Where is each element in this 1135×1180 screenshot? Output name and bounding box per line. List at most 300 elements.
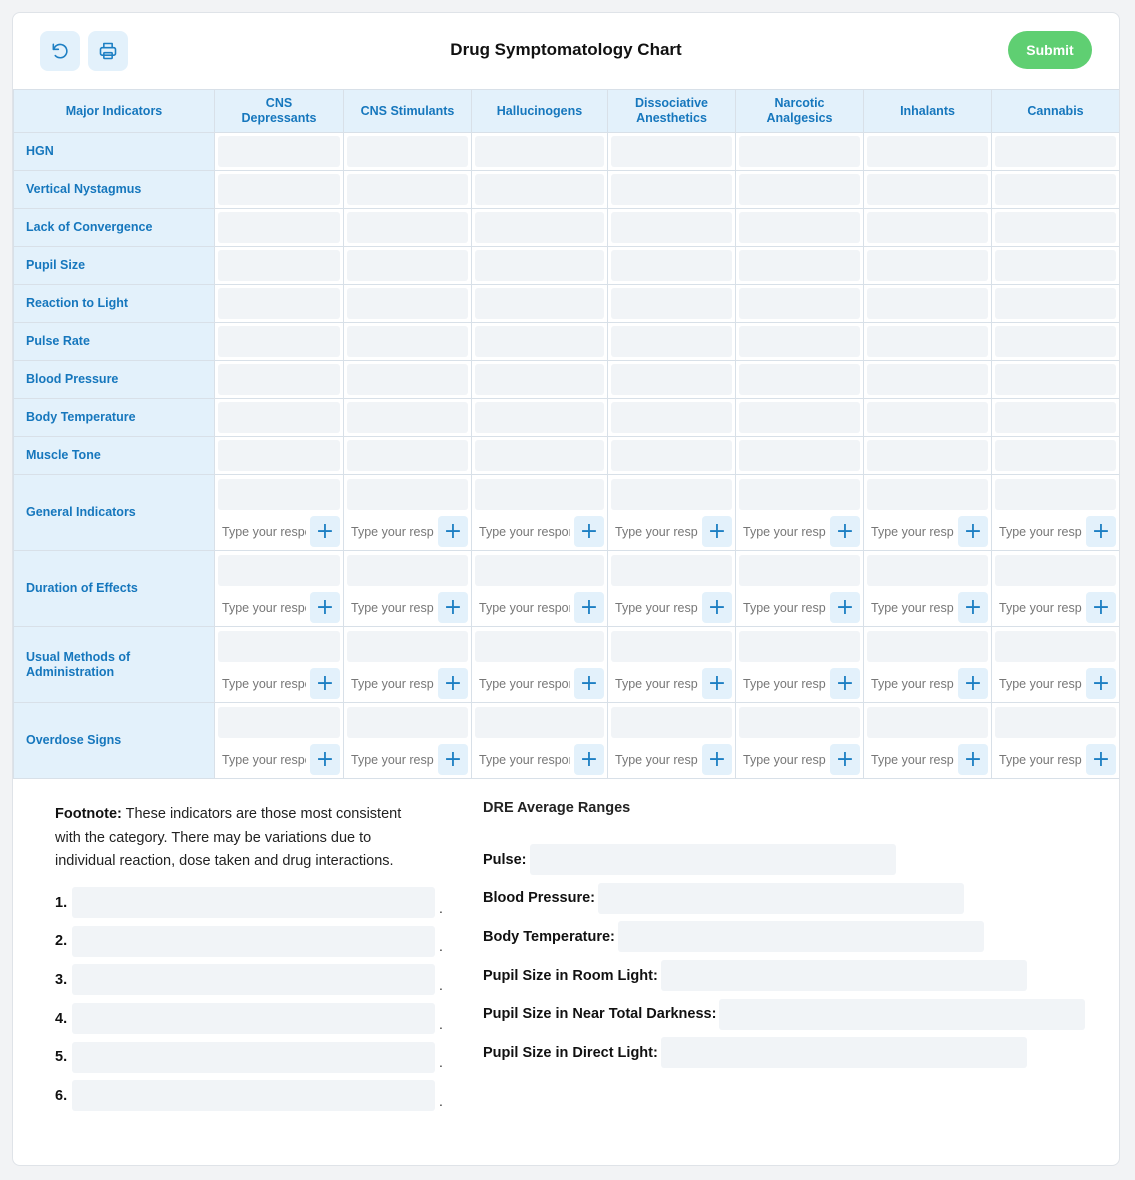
table-cell [864,209,992,247]
header-line: CNS Stimulants [360,103,455,118]
response-input[interactable] [475,668,574,699]
table-cell [472,247,608,285]
cell-input[interactable] [475,250,604,281]
list-input[interactable] [72,1042,435,1073]
cell-input[interactable] [475,174,604,205]
list-number: 1. [55,894,68,911]
table-cell [472,703,608,779]
header-line: Anesthetics [636,111,707,125]
table-cell [608,551,736,627]
cell-entries [611,707,732,738]
table-cell [215,551,344,627]
header-line: Analgesics [766,111,833,125]
cell-input[interactable] [995,174,1116,205]
response-input[interactable] [995,592,1086,623]
cell-input[interactable] [995,402,1116,433]
table-cell [344,209,472,247]
add-entry-row [739,668,860,699]
table-row [14,133,1120,171]
table-cell [472,285,608,323]
table-cell [864,285,992,323]
plus-icon[interactable]: + [830,592,860,623]
plus-icon[interactable]: + [1086,668,1116,699]
cell-input[interactable] [475,364,604,395]
add-entry-row [475,744,604,775]
add-entry-row [475,516,604,547]
table-cell [215,627,344,703]
response-input[interactable] [867,744,958,775]
header-line: Administration [26,664,115,679]
add-entry-row [739,516,860,547]
cell-input[interactable] [347,174,468,205]
table-cell [608,475,736,551]
cell-input[interactable] [475,402,604,433]
table-cell [472,133,608,171]
cell-input[interactable] [867,212,988,243]
table-cell [472,171,608,209]
list-period: . [439,1092,443,1109]
cell-input[interactable] [995,326,1116,357]
header-line: Duration of Effects [26,581,138,595]
list-period: . [439,938,443,955]
row-label [14,703,215,779]
cell-input[interactable] [218,212,340,243]
header-line: Narcotic [774,96,825,110]
plus-icon[interactable]: + [310,516,340,547]
table-cell [608,133,736,171]
row-label [14,627,215,703]
table-cell [864,627,992,703]
cell-input[interactable] [867,364,988,395]
range-input[interactable] [598,883,964,914]
numbered-list [55,887,475,1119]
add-entry-row [218,668,340,699]
row-label: Vertical Nystagmus [14,171,215,209]
range-input[interactable] [719,999,1085,1030]
response-input[interactable] [347,668,438,699]
cell-input[interactable] [867,174,988,205]
cell-input[interactable] [995,288,1116,319]
row-label: Body Temperature [14,399,215,437]
table-cell [992,323,1120,361]
add-entry-row [611,516,732,547]
response-input[interactable] [475,592,574,623]
table-cell [215,361,344,399]
cell-input[interactable] [347,326,468,357]
cell-input[interactable] [475,288,604,319]
table-cell [344,285,472,323]
list-number: 4. [55,1010,68,1027]
footnote-text: These indicators are those most consistent with the category. There may be variations due to individual reaction, dose taken and drug interactions. [55,806,402,869]
cell-input[interactable] [995,364,1116,395]
row-label: Pulse Rate [14,323,215,361]
response-input[interactable] [995,516,1086,547]
cell-input[interactable] [739,212,860,243]
range-input[interactable] [618,921,984,952]
add-entry-row [475,592,604,623]
cell-input[interactable] [867,326,988,357]
table-cell [215,323,344,361]
cell-input[interactable] [218,326,340,357]
plus-icon[interactable]: + [1086,744,1116,775]
response-input[interactable] [739,516,830,547]
cell-input[interactable] [611,212,732,243]
list-item [55,887,475,918]
response-input[interactable] [475,516,574,547]
cell-input[interactable] [611,440,732,471]
add-entry-row [218,516,340,547]
add-entry-row [995,592,1116,623]
cell-input[interactable] [995,136,1116,167]
cell-input[interactable] [739,136,860,167]
plus-icon[interactable]: + [574,744,604,775]
cell-input[interactable] [218,174,340,205]
range-item [483,921,1103,952]
table-cell [736,437,864,475]
add-entry-row [867,668,988,699]
response-input[interactable] [611,744,702,775]
cell-input[interactable] [475,136,604,167]
table-cell [736,171,864,209]
plus-icon[interactable]: + [830,668,860,699]
add-entry-row [739,744,860,775]
cell-input[interactable] [611,174,732,205]
table-cell [472,399,608,437]
table-cell [344,437,472,475]
header-line: Hallucinogens [496,103,583,118]
list-number: 3. [55,971,68,988]
response-input[interactable] [218,668,310,699]
plus-icon[interactable]: + [438,516,468,547]
cell-entries [475,707,604,738]
plus-icon[interactable]: + [1086,516,1116,547]
column-header [864,90,992,133]
cell-entries [218,479,340,510]
cell-input[interactable] [867,440,988,471]
table-cell [992,703,1120,779]
cell-input[interactable] [867,288,988,319]
table-cell [736,209,864,247]
list-item [55,1003,475,1034]
table-cell [864,171,992,209]
column-header [608,90,736,133]
response-input[interactable] [611,668,702,699]
response-input[interactable] [867,592,958,623]
cell-input[interactable] [739,364,860,395]
cell-input[interactable] [611,250,732,281]
plus-icon[interactable]: + [830,744,860,775]
cell-input[interactable] [739,250,860,281]
cell-entries [995,555,1116,586]
range-label: Body Temperature: [483,928,615,945]
cell-input[interactable] [475,212,604,243]
header-line: Cannabis [1027,103,1084,118]
table-cell [864,551,992,627]
table-cell [472,361,608,399]
header-line: Depressants [241,111,317,125]
response-input[interactable] [218,744,310,775]
cell-entries [611,555,732,586]
plus-icon[interactable]: + [958,668,988,699]
cell-input[interactable] [995,250,1116,281]
footnote-label: Footnote: [55,806,122,822]
cell-input[interactable] [995,212,1116,243]
row-label: Blood Pressure [14,361,215,399]
list-item [55,964,475,995]
column-header [472,90,608,133]
response-input[interactable] [218,592,310,623]
plus-icon[interactable]: + [310,744,340,775]
table-cell [215,285,344,323]
cell-input[interactable] [475,326,604,357]
cell-input[interactable] [739,402,860,433]
cell-input[interactable] [475,440,604,471]
plus-icon[interactable]: + [574,516,604,547]
list-input[interactable] [72,926,435,957]
table-cell [215,475,344,551]
cell-input[interactable] [347,212,468,243]
plus-icon[interactable]: + [438,592,468,623]
ranges-title: DRE Average Ranges [483,800,631,816]
plus-icon[interactable]: + [438,668,468,699]
table-cell [736,551,864,627]
cell-input[interactable] [867,402,988,433]
plus-icon[interactable]: + [958,744,988,775]
cell-input[interactable] [218,440,340,471]
list-item [55,1042,475,1073]
table-cell [992,247,1120,285]
cell-input[interactable] [218,250,340,281]
table-cell [344,551,472,627]
row-label: Muscle Tone [14,437,215,475]
table-cell [736,361,864,399]
plus-icon[interactable]: + [310,668,340,699]
add-entry-row [739,592,860,623]
table-cell [344,323,472,361]
add-entry-row [995,744,1116,775]
plus-icon[interactable]: + [830,516,860,547]
table-cell [215,247,344,285]
row-label: Pupil Size [14,247,215,285]
cell-input[interactable] [611,136,732,167]
footnote [55,803,425,874]
add-entry-row [218,744,340,775]
table-cell [215,133,344,171]
header-line: Inhalants [900,103,955,118]
range-item [483,1037,1103,1068]
table-cell [608,361,736,399]
response-input[interactable] [611,516,702,547]
table-cell [864,247,992,285]
response-input[interactable] [475,744,574,775]
plus-icon[interactable]: + [702,744,732,775]
table-cell [608,323,736,361]
table-cell [472,627,608,703]
add-entry-row [347,744,468,775]
cell-input[interactable] [218,402,340,433]
response-input[interactable] [867,516,958,547]
add-entry-row [995,516,1116,547]
list-item [55,1080,475,1111]
response-input[interactable] [995,744,1086,775]
table-cell [215,171,344,209]
cell-input[interactable] [347,250,468,281]
table-cell [215,209,344,247]
list-input[interactable] [72,887,435,918]
plus-icon[interactable]: + [1086,592,1116,623]
table-cell [736,475,864,551]
table-cell [472,323,608,361]
table-cell [864,361,992,399]
table-cell [608,171,736,209]
cell-input[interactable] [347,402,468,433]
cell-input[interactable] [611,326,732,357]
cell-entries [739,631,860,662]
response-input[interactable] [347,592,438,623]
cell-input[interactable] [218,136,340,167]
table-cell [736,703,864,779]
cell-input[interactable] [739,174,860,205]
table-cell [864,133,992,171]
table-row [14,285,1120,323]
table-cell [344,247,472,285]
range-list [483,844,1103,1068]
column-header-major-indicators: Major Indicators [14,90,215,133]
cell-input[interactable] [347,364,468,395]
plus-icon[interactable]: + [702,592,732,623]
dre-ranges [483,800,1103,1076]
plus-icon[interactable]: + [574,592,604,623]
response-input[interactable] [995,668,1086,699]
table-cell [992,399,1120,437]
cell-entries [611,479,732,510]
table-cell [608,209,736,247]
cell-input[interactable] [739,288,860,319]
range-label: Pupil Size in Direct Light: [483,1044,658,1061]
submit-button[interactable]: Submit [1008,31,1092,69]
table-cell [344,133,472,171]
table-cell [992,285,1120,323]
plus-icon[interactable]: + [310,592,340,623]
cell-entries [475,631,604,662]
header-line: General Indicators [26,505,136,519]
table-cell [864,399,992,437]
table-cell [215,703,344,779]
cell-input[interactable] [611,402,732,433]
range-input[interactable] [661,1037,1027,1068]
cell-entries [347,555,468,586]
cell-input[interactable] [611,364,732,395]
table-row [14,475,1120,551]
table-cell [472,209,608,247]
cell-entries [347,631,468,662]
range-input[interactable] [661,960,1027,991]
range-item [483,999,1103,1030]
table-header-row [14,90,1120,133]
list-input[interactable] [72,1003,435,1034]
column-header [736,90,864,133]
cell-entries [475,479,604,510]
page-title: Drug Symptomatology Chart [450,40,682,59]
plus-icon[interactable]: + [702,516,732,547]
table-cell [472,437,608,475]
cell-input[interactable] [218,364,340,395]
plus-icon[interactable]: + [574,668,604,699]
table-row [14,551,1120,627]
table-row [14,247,1120,285]
table-cell [608,399,736,437]
list-input[interactable] [72,1080,435,1111]
response-input[interactable] [218,516,310,547]
table-cell [992,133,1120,171]
plus-icon[interactable]: + [958,516,988,547]
range-input[interactable] [530,844,896,875]
table-cell [344,475,472,551]
plus-icon[interactable]: + [702,668,732,699]
table-cell [472,551,608,627]
cell-input[interactable] [995,440,1116,471]
range-label: Pulse: [483,851,527,868]
row-label: Lack of Convergence [14,209,215,247]
cell-entries [995,479,1116,510]
plus-icon[interactable]: + [958,592,988,623]
header-line: Usual Methods of [26,649,131,664]
response-input[interactable] [347,744,438,775]
table-cell [864,475,992,551]
add-entry-row [611,592,732,623]
add-entry-row [867,744,988,775]
response-input[interactable] [347,516,438,547]
cell-input[interactable] [739,440,860,471]
cell-input[interactable] [611,288,732,319]
response-input[interactable] [739,668,830,699]
plus-icon[interactable]: + [438,744,468,775]
table-body [14,133,1120,779]
add-entry-row [347,668,468,699]
list-period: . [439,1054,443,1071]
table-row [14,171,1120,209]
add-entry-row [995,668,1116,699]
cell-input[interactable] [347,288,468,319]
table-row [14,703,1120,779]
response-input[interactable] [611,592,702,623]
response-input[interactable] [867,668,958,699]
table-cell [864,437,992,475]
response-input[interactable] [739,592,830,623]
cell-input[interactable] [347,136,468,167]
add-entry-row [611,744,732,775]
table-cell [344,627,472,703]
cell-input[interactable] [739,326,860,357]
cell-input[interactable] [867,136,988,167]
add-entry-row [347,592,468,623]
table-cell [736,399,864,437]
cell-entries [347,707,468,738]
add-entry-row [611,668,732,699]
response-input[interactable] [739,744,830,775]
cell-input[interactable] [867,250,988,281]
row-label [14,551,215,627]
list-period: . [439,976,443,993]
list-input[interactable] [72,964,435,995]
table-row [14,323,1120,361]
table-cell [215,437,344,475]
header-line: CNS [265,96,293,110]
cell-input[interactable] [218,288,340,319]
cell-input[interactable] [347,440,468,471]
cell-entries [995,631,1116,662]
range-label: Pupil Size in Room Light: [483,967,658,984]
